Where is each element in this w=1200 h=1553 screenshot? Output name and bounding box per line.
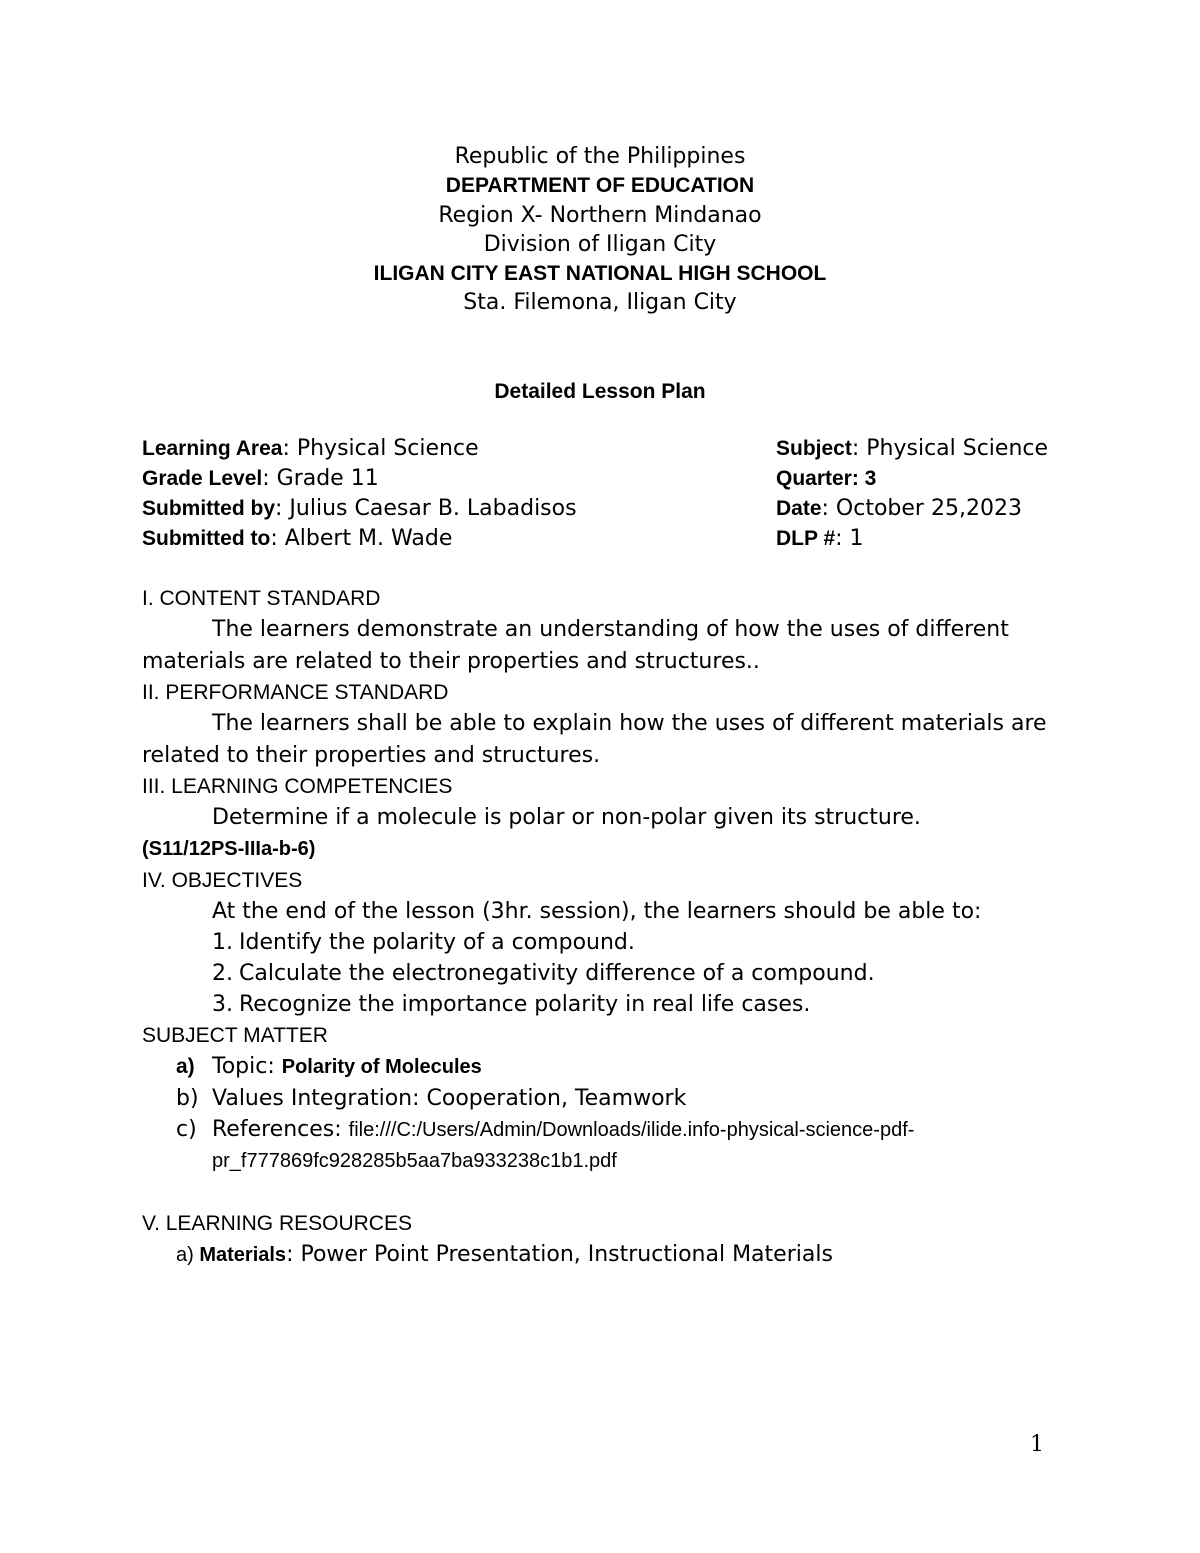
- references-label: References:: [212, 1116, 349, 1142]
- list-item: [142, 989, 1072, 1020]
- grade-level-label: Grade Level: [142, 467, 263, 490]
- learning-competencies-heading: III. LEARNING COMPETENCIES: [142, 775, 453, 798]
- info-row: [142, 434, 1142, 464]
- quarter-label: Quarter: [776, 467, 852, 490]
- materials-value: : Power Point Presentation, Instructional Materials: [286, 1241, 833, 1267]
- performance-standard-text: The learners shall be able to explain how the uses of different materials are related to their properties and structures.: [142, 711, 1047, 768]
- list-item: [142, 927, 1072, 958]
- dlp-value: : 1: [835, 526, 864, 551]
- topic-item: [142, 1051, 1072, 1083]
- info-row: [142, 494, 1142, 524]
- learning-area: [142, 434, 479, 464]
- date-value: : October 25,2023: [821, 496, 1022, 521]
- learning-area-value: : Physical Science: [282, 436, 479, 461]
- quarter-value: : 3: [851, 467, 877, 490]
- department-line: DEPARTMENT OF EDUCATION: [445, 174, 755, 198]
- document-title: Detailed Lesson Plan: [494, 380, 706, 403]
- dlp-number: [776, 524, 864, 554]
- values-marker: b): [176, 1085, 199, 1111]
- content-standard-heading: I. CONTENT STANDARD: [142, 587, 381, 610]
- submitted-by: [142, 494, 577, 524]
- grade-level: [142, 464, 379, 494]
- content-standard-text: The learners demonstrate an understanding of how the uses of different materials are related to their properties and structures..: [142, 617, 1009, 674]
- materials-item: [142, 1239, 1072, 1271]
- subject: [776, 434, 1048, 464]
- info-row: [142, 524, 1142, 554]
- division-line: Division of Iligan City: [483, 231, 717, 257]
- subject-label: Subject: [776, 437, 852, 460]
- learning-resources-heading: V. LEARNING RESOURCES: [142, 1211, 412, 1235]
- dlp-label: DLP #: [776, 527, 836, 550]
- objectives-intro: At the end of the lesson (3hr. session), the learners should be able to:: [212, 898, 982, 924]
- values-item: [142, 1083, 1072, 1114]
- region-line: Region X- Northern Mindanao: [438, 202, 762, 228]
- quarter: [776, 464, 876, 494]
- submitted-by-value: : Julius Caesar B. Labadisos: [275, 496, 577, 521]
- page-number: 1: [1030, 1432, 1044, 1457]
- topic-marker: a): [176, 1054, 195, 1078]
- references-link[interactable]: file:///C:/Users/Admin/Downloads/ilide.info-physical-science-pdf-: [348, 1118, 915, 1141]
- subject-matter-heading: SUBJECT MATTER: [142, 1023, 328, 1047]
- list-number: 3.: [212, 991, 233, 1017]
- objectives-heading: IV. OBJECTIVES: [142, 868, 303, 892]
- list-number: 1.: [212, 929, 233, 955]
- performance-standard-heading: II. PERFORMANCE STANDARD: [142, 681, 449, 704]
- references-line: [212, 1114, 1072, 1146]
- grade-level-value: : Grade 11: [262, 466, 379, 491]
- submitted-to-label: Submitted to: [142, 527, 271, 550]
- competency-code: (S11/12PS-IIIa-b-6): [142, 837, 316, 860]
- values-text: Values Integration: Cooperation, Teamwork: [212, 1085, 687, 1111]
- references-marker: c): [176, 1116, 197, 1142]
- letterhead: [0, 142, 1200, 318]
- list-text: Calculate the electronegativity difference of a compound.: [239, 960, 875, 986]
- materials-label: Materials: [199, 1243, 287, 1266]
- topic-label: Topic:: [212, 1053, 282, 1079]
- lesson-info: [142, 434, 1142, 554]
- school-name: ILIGAN CITY EAST NATIONAL HIGH SCHOOL: [373, 262, 827, 286]
- submitted-to-value: : Albert M. Wade: [270, 526, 453, 551]
- list-item: [142, 958, 1072, 989]
- school-address: Sta. Filemona, Iligan City: [463, 290, 737, 316]
- subject-value: : Physical Science: [851, 436, 1049, 461]
- spacer: [142, 1177, 1072, 1208]
- learning-area-label: Learning Area: [142, 437, 283, 460]
- info-row: [142, 464, 1142, 494]
- topic-value: Polarity of Molecules: [281, 1055, 482, 1078]
- republic-line: Republic of the Philippines: [454, 144, 746, 169]
- date-label: Date: [776, 497, 822, 520]
- list-text: Identify the polarity of a compound.: [239, 929, 635, 955]
- references-item: [142, 1114, 1072, 1177]
- references-link-continued[interactable]: pr_f777869fc928285b5aa7ba933238c1b1.pdf: [212, 1149, 617, 1172]
- lesson-body: [142, 583, 1072, 1271]
- learning-competencies-text: Determine if a molecule is polar or non-polar given its structure.: [212, 805, 921, 830]
- date: [776, 494, 1022, 524]
- submitted-to: [142, 524, 452, 554]
- list-text: Recognize the importance polarity in real life cases.: [239, 991, 811, 1017]
- list-number: 2.: [212, 960, 233, 986]
- materials-marker: a): [176, 1243, 200, 1266]
- submitted-by-label: Submitted by: [142, 497, 276, 520]
